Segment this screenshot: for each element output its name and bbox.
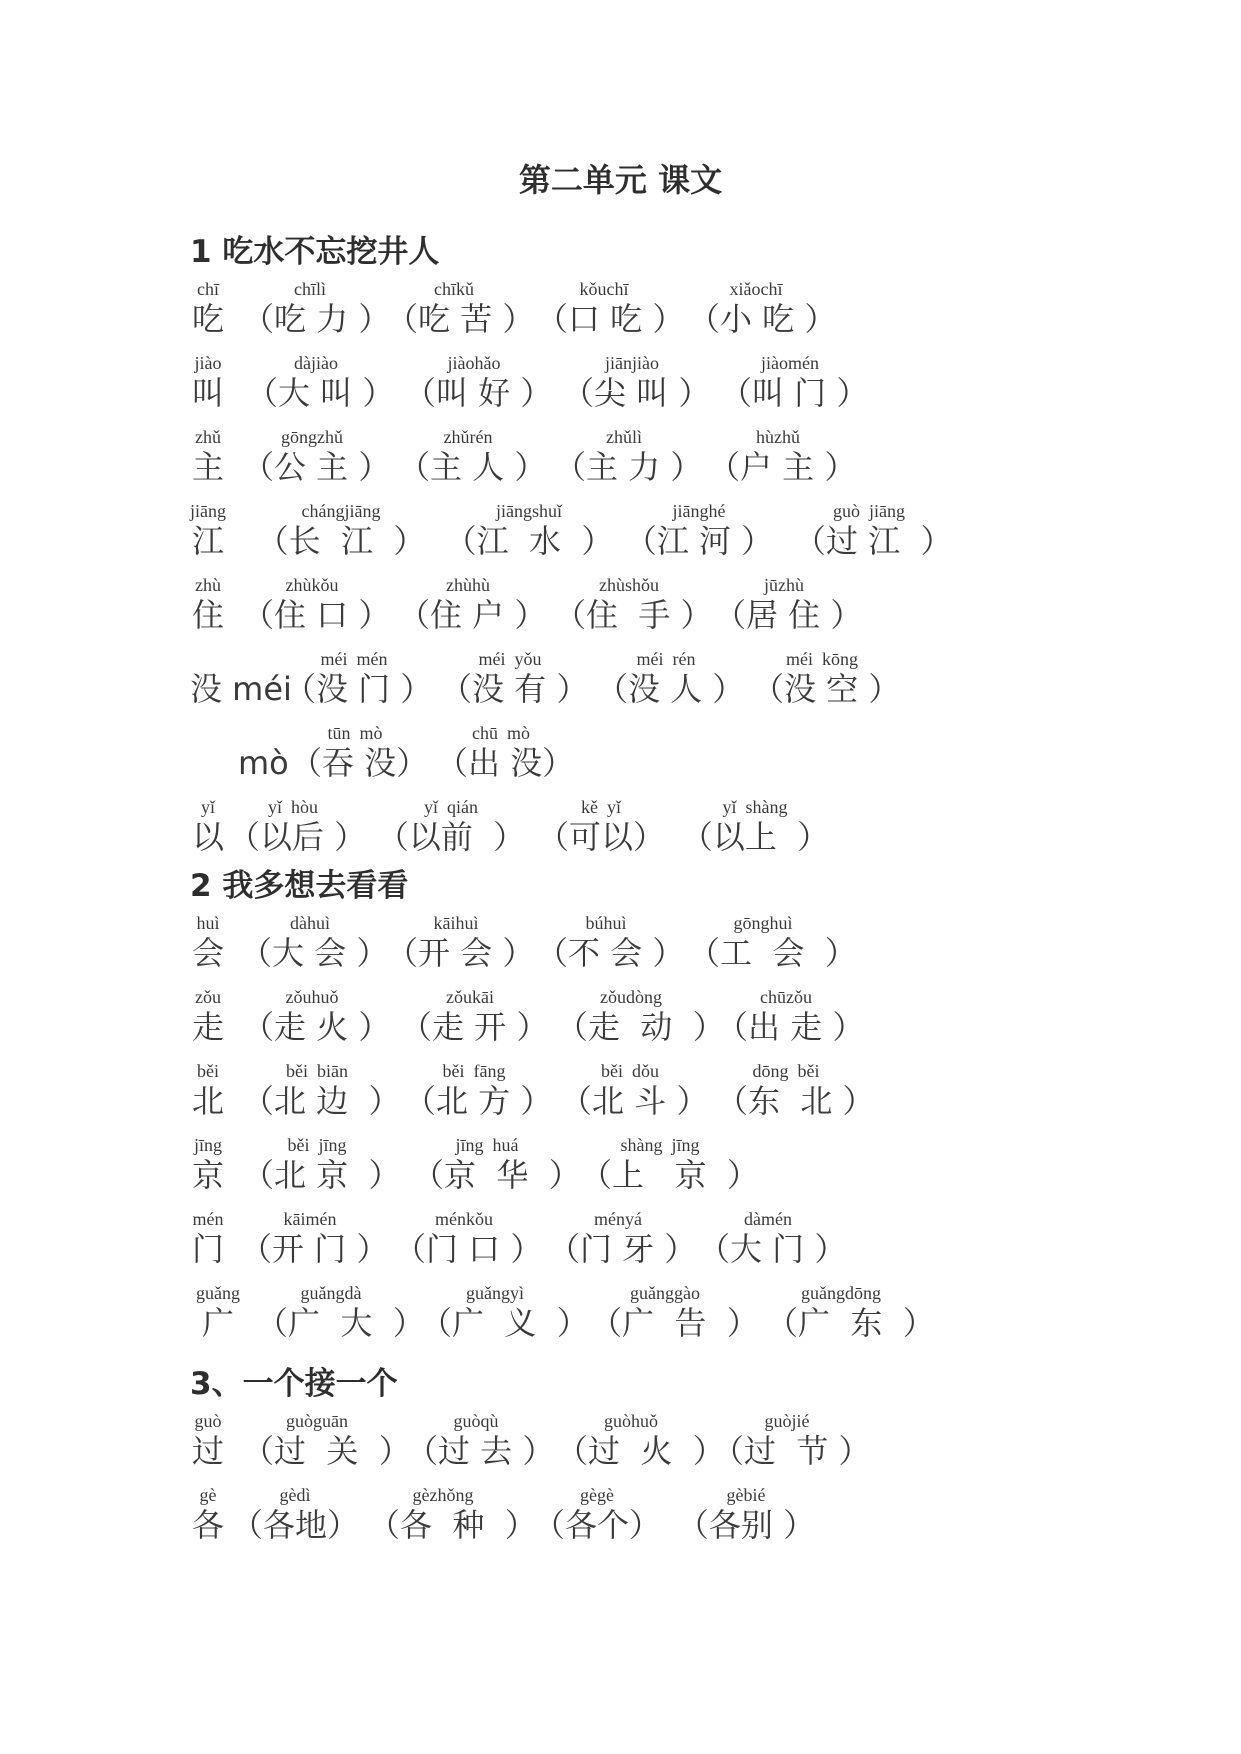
word-entry: jiāngshuǐ （江 水 ）: [444, 501, 614, 560]
word-entry: chū mò （出 没）: [436, 723, 575, 782]
word-entry: zǒudòng （走 动 ）: [556, 987, 725, 1046]
head-character: mén 门: [191, 1209, 224, 1268]
word-entry: kǒuchī （口 吃 ）: [536, 279, 685, 338]
head-character: huì 会: [191, 913, 224, 972]
word-entry: méi yǒu （没 有 ）: [440, 649, 589, 708]
word-entry: jiānghé （江 河 ）: [624, 501, 774, 560]
word-entry: zǒukāi （走 开 ）: [400, 987, 549, 1046]
word-entry: guòguān （过 关 ）: [242, 1411, 411, 1470]
word-entry: ményá （门 牙 ）: [548, 1209, 697, 1268]
word-entry: gèzhǒng （各 种 ）: [368, 1485, 537, 1544]
head-character: gè 各: [191, 1485, 224, 1544]
word-entry: gōngzhǔ （公 主 ）: [242, 427, 391, 486]
word-entry: zhùshǒu （住 手 ）: [554, 575, 713, 634]
word-entry: guòhuǒ （过 火 ）: [556, 1411, 725, 1470]
word-entry: guòjié （过 节 ）: [712, 1411, 871, 1470]
word-entry: chūzǒu （出 走 ）: [716, 987, 865, 1046]
word-entry: guǎngdōng （广 东 ）: [766, 1283, 935, 1342]
word-entry: méi kōng （没 空 ）: [752, 649, 901, 708]
word-entry: tūn mò （吞 没）: [290, 723, 429, 782]
word-entry: guǎngyì （广 义 ）: [420, 1283, 589, 1342]
lesson-title: 3、一个接一个: [190, 1366, 398, 1402]
word-entry: zǒuhuǒ （走 火 ）: [242, 987, 391, 1046]
word-entry: méi mén （没 门 ）: [284, 649, 433, 708]
head-character: yǐ 以: [191, 797, 224, 856]
head-character: běi 北: [191, 1061, 224, 1120]
word-entry: jīng huá （京 华 ）: [412, 1135, 581, 1194]
word-entry: běi dǒu （北 斗 ）: [560, 1061, 709, 1120]
word-entry: gègè （各个）: [532, 1485, 661, 1544]
word-entry: dàhuì （大 会 ）: [240, 913, 389, 972]
word-entry: búhuì （不 会 ）: [536, 913, 685, 972]
word-entry: dōng běi （东 北 ）: [716, 1061, 875, 1120]
head-character: zǒu 走: [191, 987, 224, 1046]
word-entry: gèdì （各地）: [230, 1485, 359, 1544]
word-entry: guǎnggào （广 告 ）: [590, 1283, 759, 1342]
word-entry: guǎngdà （广 大 ）: [256, 1283, 425, 1342]
word-entry: dàjiào （大 叫 ）: [246, 353, 395, 412]
head-character: zhǔ 主: [191, 427, 224, 486]
word-entry: kāihuì （开 会 ）: [386, 913, 535, 972]
word-entry: jiàomén （叫 门 ）: [720, 353, 869, 412]
head-character: guǎng 广: [196, 1283, 240, 1342]
head-character: chī 吃: [191, 279, 224, 338]
word-entry: běi jīng （北 京 ）: [242, 1135, 401, 1194]
word-entry: xiǎochī （小 吃 ）: [688, 279, 837, 338]
word-entry: méi rén （没 人 ）: [596, 649, 745, 708]
word-entry: zhǔrén （主 人 ）: [398, 427, 547, 486]
head-character: guò 过: [191, 1411, 224, 1470]
polyphone-reading: 没 méi: [190, 670, 292, 708]
word-entry: chīkǔ （吃 苦 ）: [386, 279, 535, 338]
word-entry: běi fāng （北 方 ）: [404, 1061, 553, 1120]
word-entry: jūzhù （居 住 ）: [714, 575, 863, 634]
word-entry: kě yǐ （可以）: [536, 797, 665, 856]
word-entry: hùzhǔ （户 主 ）: [708, 427, 857, 486]
word-entry: guò jiāng （过 江 ）: [794, 501, 953, 560]
page-title: 第二单元 课文: [518, 161, 723, 199]
word-entry: kāimén （开 门 ）: [240, 1209, 389, 1268]
word-entry: yǐ shàng （以上 ）: [680, 797, 830, 856]
head-character: jiāng 江: [190, 501, 226, 560]
word-entry: běi biān （北 边 ）: [242, 1061, 401, 1120]
word-entry: zhǔlì （主 力 ）: [554, 427, 703, 486]
word-entry: gōnghuì （工 会 ）: [688, 913, 857, 972]
word-entry: shàng jīng （上 京 ）: [580, 1135, 759, 1194]
word-entry: chángjiāng （长 江 ）: [256, 501, 426, 560]
word-entry: zhùhù （住 户 ）: [398, 575, 547, 634]
word-entry: guòqù （过 去 ）: [406, 1411, 555, 1470]
word-entry: gèbié （各别 ）: [676, 1485, 816, 1544]
word-entry: yǐ qián （以前 ）: [376, 797, 526, 856]
head-character: jiào 叫: [191, 353, 224, 412]
word-entry: jiàohǎo （叫 好 ）: [404, 353, 553, 412]
word-entry: jiānjiào （尖 叫 ）: [562, 353, 711, 412]
lesson-title: 2 我多想去看看: [190, 868, 409, 904]
polyphone-reading: mò: [238, 744, 289, 782]
lesson-title: 1 吃水不忘挖井人: [190, 234, 440, 270]
head-character: jīng 京: [191, 1135, 224, 1194]
word-entry: zhùkǒu （住 口 ）: [242, 575, 391, 634]
word-entry: dàmén （大 门 ）: [698, 1209, 847, 1268]
word-entry: ménkǒu （门 口 ）: [394, 1209, 543, 1268]
word-entry: chīlì （吃 力 ）: [242, 279, 391, 338]
head-character: zhù 住: [191, 575, 224, 634]
word-entry: yǐ hòu （以后 ）: [228, 797, 367, 856]
